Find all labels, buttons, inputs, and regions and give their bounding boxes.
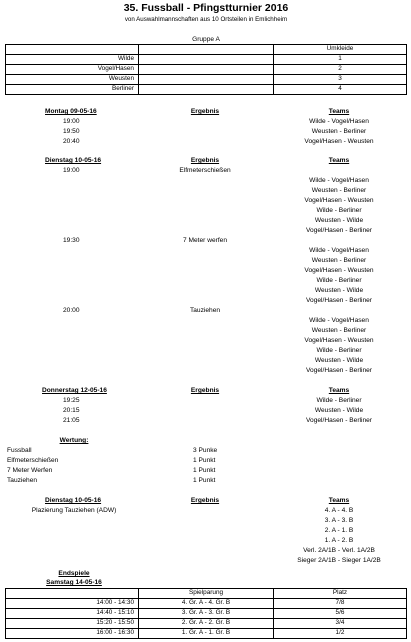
scoring-points: 1 Punkt <box>193 457 216 464</box>
block-event: Elfmeterschießen <box>179 167 231 174</box>
match-teams: Wilde - Vogel/Hasen <box>309 118 369 125</box>
tuesday2-teams-header: Teams <box>328 497 350 504</box>
finals-date: Samstag 14-05-16 <box>46 579 102 586</box>
block-event: 7 Meter werfen <box>183 237 227 244</box>
table-row <box>6 75 407 85</box>
final-place: 3/4 <box>274 619 407 629</box>
block-time: 19:30 <box>63 237 80 244</box>
match-time: 21:05 <box>63 417 80 424</box>
table-row <box>6 65 407 75</box>
match-teams: Vogel/Hasen - Berliner <box>306 227 372 234</box>
final-place: 5/6 <box>274 609 407 619</box>
match-teams: Vogel/Hasen - Berliner <box>306 367 372 374</box>
umkleide-cell: 3 <box>274 75 407 85</box>
team-cell: Berliner <box>6 85 139 95</box>
placement-teams: 1. A - 2. B <box>324 537 354 544</box>
thursday-result-header: Ergebnis <box>190 387 220 394</box>
final-time: 14:00 - 14:30 <box>6 599 139 609</box>
umkleide-header: Umkleide <box>274 45 407 55</box>
finals-header: Endspiele <box>58 570 90 577</box>
table-row <box>6 85 407 95</box>
match-time: 19:25 <box>63 397 80 404</box>
scoring-label: 7 Meter Werfen <box>7 467 53 474</box>
pairing-header: Spielparung <box>139 589 274 599</box>
placement-teams: 2. A - 1. B <box>324 527 354 534</box>
scoring-points: 1 Punkt <box>193 467 216 474</box>
table-row <box>6 619 407 629</box>
thursday-date: Donnerstag 12-05-16 <box>42 387 107 394</box>
final-time: 15:20 - 15:50 <box>6 619 139 629</box>
match-teams: Vogel/Hasen - Berliner <box>306 417 372 424</box>
tuesday2-date: Dienstag 10-05-16 <box>45 497 102 504</box>
match-teams: Vogel/Hasen - Weusten <box>304 267 374 274</box>
thursday-teams-header: Teams <box>328 387 350 394</box>
match-teams: Wilde - Berliner <box>316 397 362 404</box>
match-time: 20:15 <box>63 407 80 414</box>
team-cell: Vogel/Hasen <box>6 65 139 75</box>
match-time: 20:40 <box>63 138 80 145</box>
placement-teams: 4. A - 4. B <box>324 507 354 514</box>
umkleide-cell: 4 <box>274 85 407 95</box>
match-time: 19:50 <box>63 128 80 135</box>
monday-teams-header: Teams <box>328 108 350 115</box>
final-pairing: 4. Gr. A - 4. Gr. B <box>139 599 274 609</box>
match-teams: Weusten - Berliner <box>311 257 367 264</box>
final-time: 16:00 - 16:30 <box>6 629 139 639</box>
table-row <box>6 609 407 619</box>
finals-table <box>5 588 407 639</box>
monday-date: Montag 09-05-16 <box>45 108 97 115</box>
page-title: 35. Fussball - Pfingstturnier 2016 <box>123 2 289 14</box>
match-teams: Vogel/Hasen - Weusten <box>304 138 374 145</box>
umkleide-cell: 2 <box>274 65 407 75</box>
match-time: 19:00 <box>63 118 80 125</box>
scoring-points: 3 Punke <box>193 447 218 454</box>
scoring-label: Tauziehen <box>7 477 38 484</box>
match-teams: Weusten - Wilde <box>314 287 364 294</box>
match-teams: Weusten - Berliner <box>311 327 367 334</box>
final-pairing: 3. Gr. A - 3. Gr. B <box>139 609 274 619</box>
placement-teams: Verl. 2A/1B - Verl. 1A/2B <box>303 547 375 554</box>
match-teams: Wilde - Berliner <box>316 347 362 354</box>
scoring-label: Elfmeterschießen <box>7 457 59 464</box>
page-subtitle: von Auswahlmannschaften aus 10 Ortsteilen in Emlichheim <box>124 16 288 23</box>
tuesday-result-header: Ergebnis <box>190 157 220 164</box>
block-time: 19:00 <box>63 167 80 174</box>
team-cell: Wilde <box>6 55 139 65</box>
umkleide-cell: 1 <box>274 55 407 65</box>
place-header: Platz <box>274 589 407 599</box>
match-teams: Wilde - Vogel/Hasen <box>309 317 369 324</box>
table-row <box>6 589 407 599</box>
block-event: Tauziehen <box>189 307 221 314</box>
table-row <box>6 55 407 65</box>
block-time: 20:00 <box>63 307 80 314</box>
team-cell: Weusten <box>6 75 139 85</box>
final-pairing: 2. Gr. A - 2. Gr. B <box>139 619 274 629</box>
final-pairing: 1. Gr. A - 1. Gr. B <box>139 629 274 639</box>
match-teams: Weusten - Wilde <box>314 217 364 224</box>
placement-teams: 3. A - 3. B <box>324 517 354 524</box>
placement-teams: Sieger 2A/1B - Sieger 1A/2B <box>297 557 381 564</box>
match-teams: Wilde - Vogel/Hasen <box>309 247 369 254</box>
match-teams: Weusten - Berliner <box>311 187 367 194</box>
match-teams: Wilde - Berliner <box>316 277 362 284</box>
placement-event: Plazierung Tauziehen (ADW) <box>31 507 117 514</box>
scoring-label: Fussball <box>7 447 32 454</box>
monday-result-header: Ergebnis <box>190 108 220 115</box>
match-teams: Vogel/Hasen - Weusten <box>304 197 374 204</box>
table-row <box>6 599 407 609</box>
match-teams: Weusten - Wilde <box>314 357 364 364</box>
tuesday-date: Dienstag 10-05-16 <box>45 157 102 164</box>
tuesday-teams-header: Teams <box>328 157 350 164</box>
scoring-header: Wertung: <box>59 437 89 444</box>
match-teams: Wilde - Vogel/Hasen <box>309 177 369 184</box>
group-table <box>5 44 407 95</box>
final-time: 14:40 - 15:10 <box>6 609 139 619</box>
match-teams: Weusten - Berliner <box>311 128 367 135</box>
table-row <box>6 45 407 55</box>
match-teams: Vogel/Hasen - Weusten <box>304 337 374 344</box>
scoring-points: 1 Punkt <box>193 477 216 484</box>
table-row <box>6 629 407 639</box>
final-place: 1/2 <box>274 629 407 639</box>
match-teams: Vogel/Hasen - Berliner <box>306 297 372 304</box>
match-teams: Wilde - Berliner <box>316 207 362 214</box>
final-place: 7/8 <box>274 599 407 609</box>
match-teams: Weusten - Wilde <box>314 407 364 414</box>
tuesday2-result-header: Ergebnis <box>190 497 220 504</box>
group-label: Gruppe A <box>192 36 220 43</box>
